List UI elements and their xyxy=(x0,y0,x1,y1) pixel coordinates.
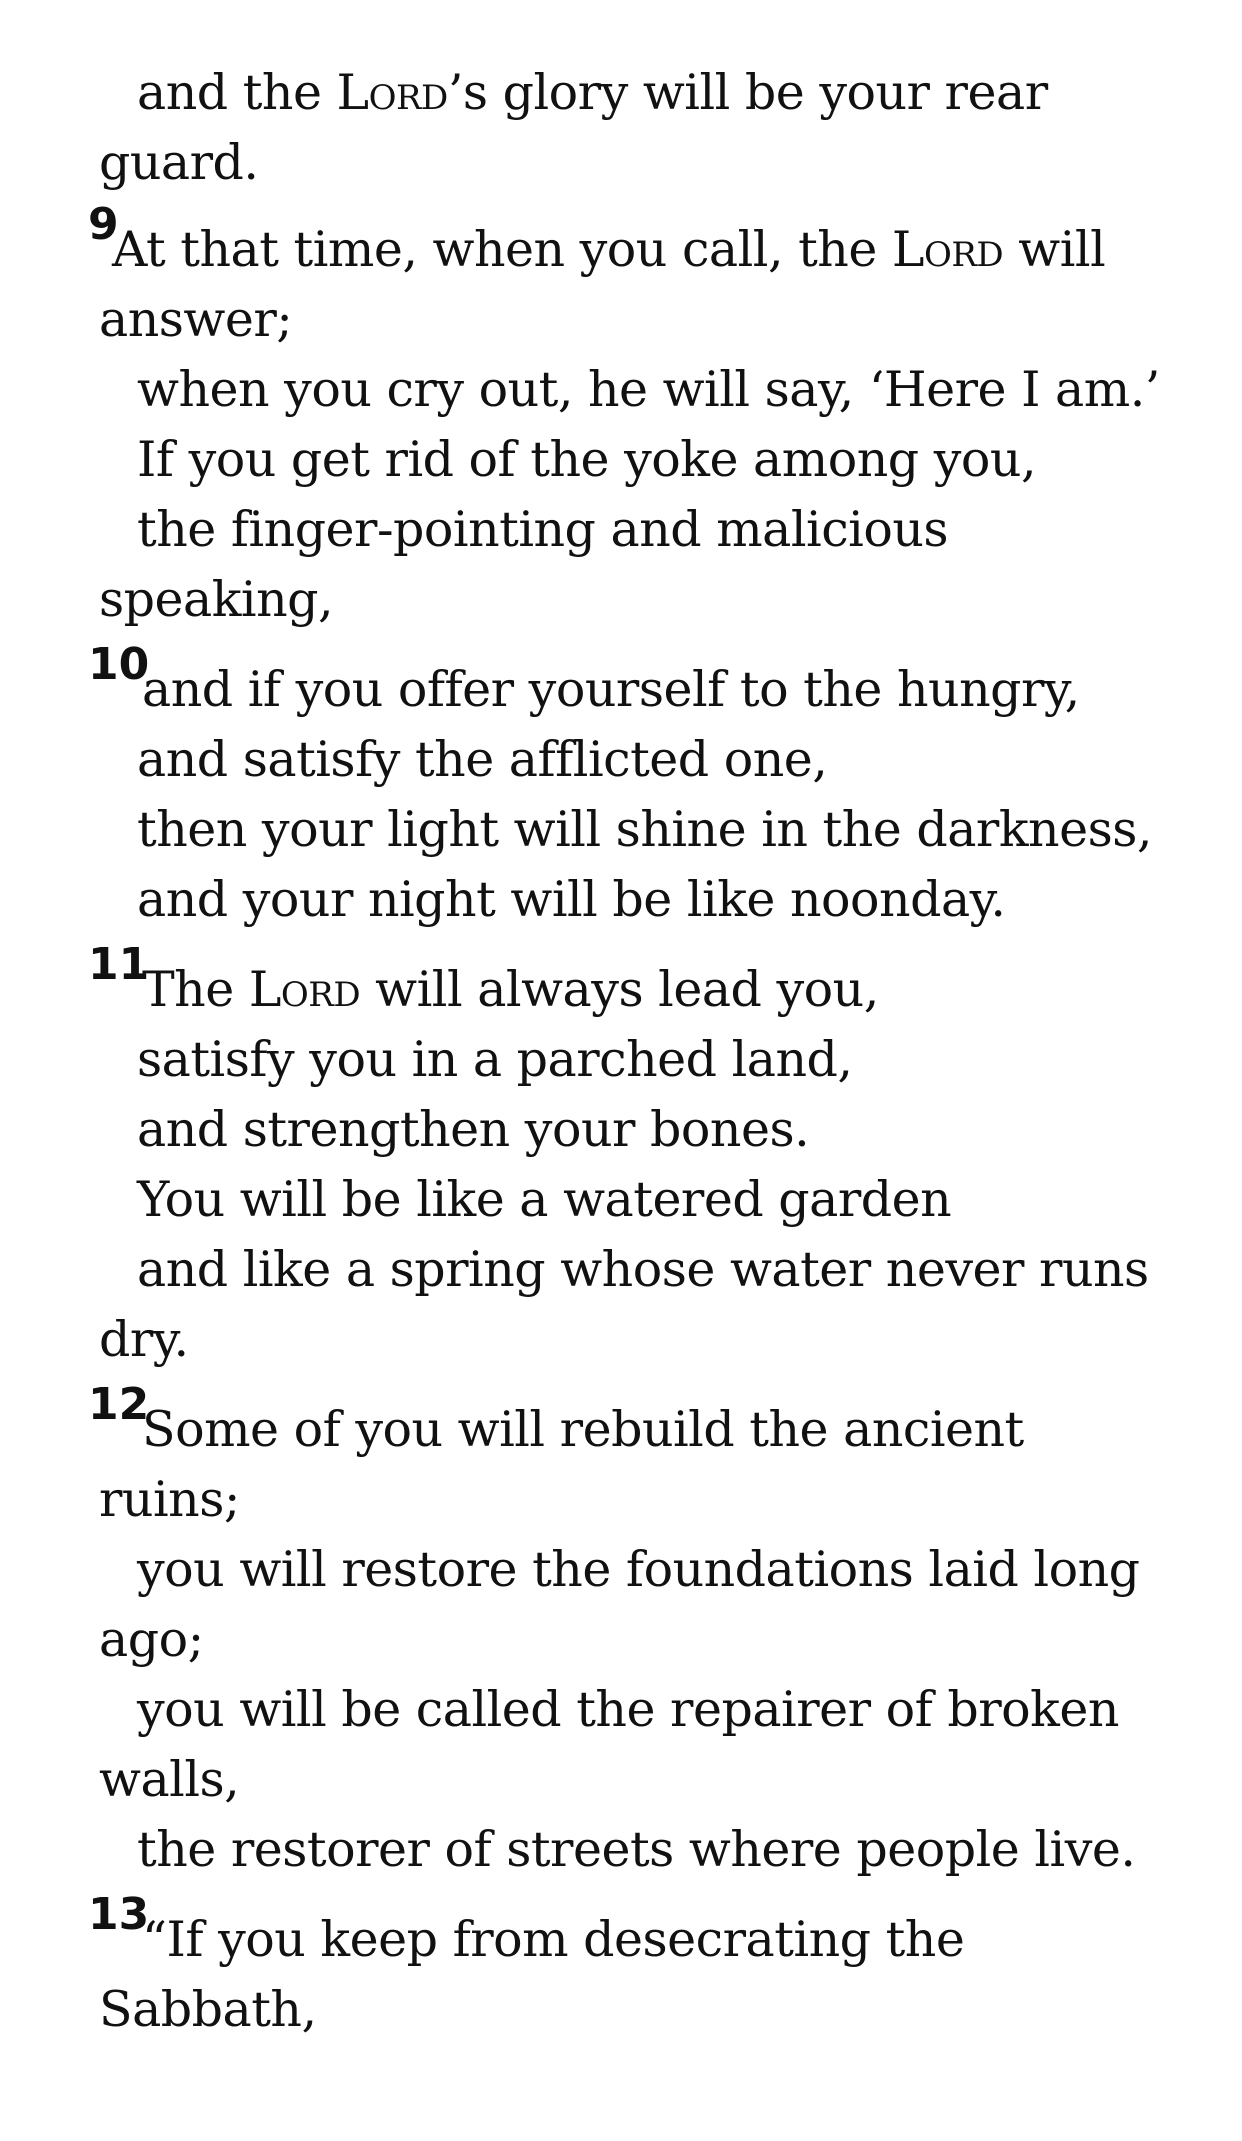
verse-line: Some of you will rebuild the ancient xyxy=(142,1401,1024,1458)
verse-line: then your light will shine in the darkness, xyxy=(137,801,1152,858)
verse-line: guard. xyxy=(99,134,259,191)
verse-line: You will be like a watered garden xyxy=(137,1171,952,1228)
verse-line: walls, xyxy=(99,1751,240,1808)
verse-line: satisfy you in a parched land, xyxy=(137,1031,853,1088)
verse-number-10: 10 xyxy=(88,639,150,690)
verse-line: and the Lord’s glory will be your rear xyxy=(137,64,1048,121)
verse-line: and if you offer yourself to the hungry, xyxy=(142,661,1080,718)
verse-line: and like a spring whose water never runs xyxy=(137,1241,1149,1298)
verse-line: dry. xyxy=(99,1311,189,1368)
verse-line: and satisfy the afflicted one, xyxy=(137,731,828,788)
verse-line: Sabbath, xyxy=(99,1981,317,2038)
divine-name: Lord xyxy=(248,961,361,1018)
verse-line: “If you keep from desecrating the xyxy=(142,1911,965,1968)
verse-line: and strengthen your bones. xyxy=(137,1101,810,1158)
verse-line: ruins; xyxy=(99,1471,240,1528)
verse-line: you will restore the foundations laid long xyxy=(137,1541,1140,1598)
verse-line: answer; xyxy=(99,291,293,348)
divine-name: Lord xyxy=(336,64,448,121)
divine-name: Lord xyxy=(891,221,1004,278)
verse-line: ago; xyxy=(99,1611,204,1668)
verse-line: At that time, when you call, the Lord will xyxy=(112,221,1106,278)
verse-line: speaking, xyxy=(99,571,334,628)
verse-line: If you get rid of the yoke among you, xyxy=(137,431,1037,488)
verse-number-12: 12 xyxy=(88,1379,150,1430)
verse-line: you will be called the repairer of broken xyxy=(137,1681,1119,1738)
verse-number-11: 11 xyxy=(88,939,150,990)
verse-line: the restorer of streets where people live. xyxy=(137,1821,1136,1878)
verse-line: and your night will be like noonday. xyxy=(137,871,1006,928)
verse-line: when you cry out, he will say, ‘Here I am.’ xyxy=(137,361,1160,418)
verse-number-9: 9 xyxy=(88,199,119,250)
verse-number-13: 13 xyxy=(88,1889,150,1940)
verse-line: the finger-pointing and malicious xyxy=(137,501,949,558)
verse-line: The Lord will always lead you, xyxy=(142,961,879,1018)
